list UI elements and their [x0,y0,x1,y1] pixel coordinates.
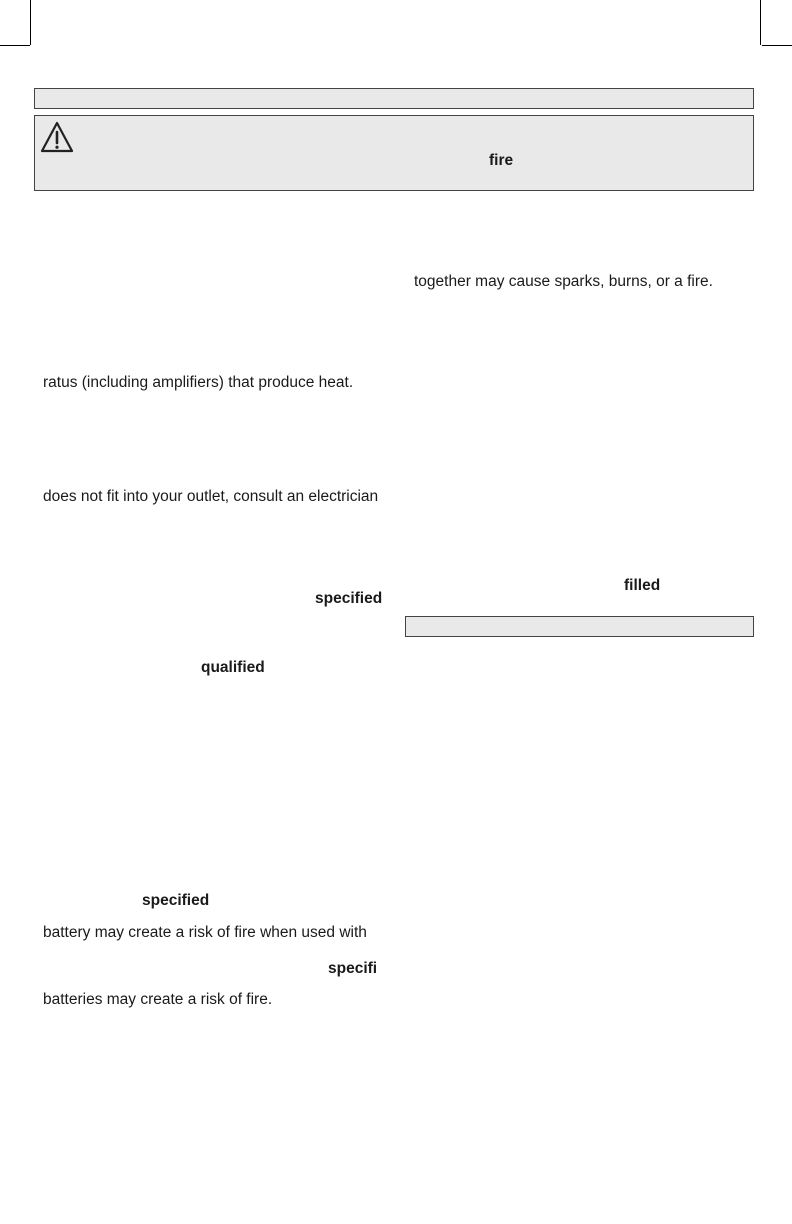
text-specifi: specifi [328,960,378,977]
warning-text-fire: fire [489,152,514,169]
text-specified-1: specified [315,590,383,607]
crop-mark-right-h [762,45,792,46]
warning-triangle-icon [39,120,75,154]
section-header-bar [34,88,754,109]
text-qualified: qualified [201,659,265,676]
text-produce-heat: ratus (including amplifiers) that produce heat. [43,374,354,391]
crop-mark-left-h [0,45,30,46]
text-sparks-fire: together may cause sparks, burns, or a fire. [414,273,713,290]
text-batteries-risk: batteries may create a risk of fire. [43,991,273,1008]
text-outlet-electrician: does not fit into your outlet, consult an electrician [43,488,379,505]
text-battery-risk: battery may create a risk of fire when used with [43,924,367,941]
crop-mark-right [760,0,761,45]
text-specified-2: specified [142,892,210,909]
crop-mark-left [30,0,31,45]
warning-box [34,115,754,191]
right-section-bar [405,616,754,637]
text-filled: filled [624,577,661,594]
